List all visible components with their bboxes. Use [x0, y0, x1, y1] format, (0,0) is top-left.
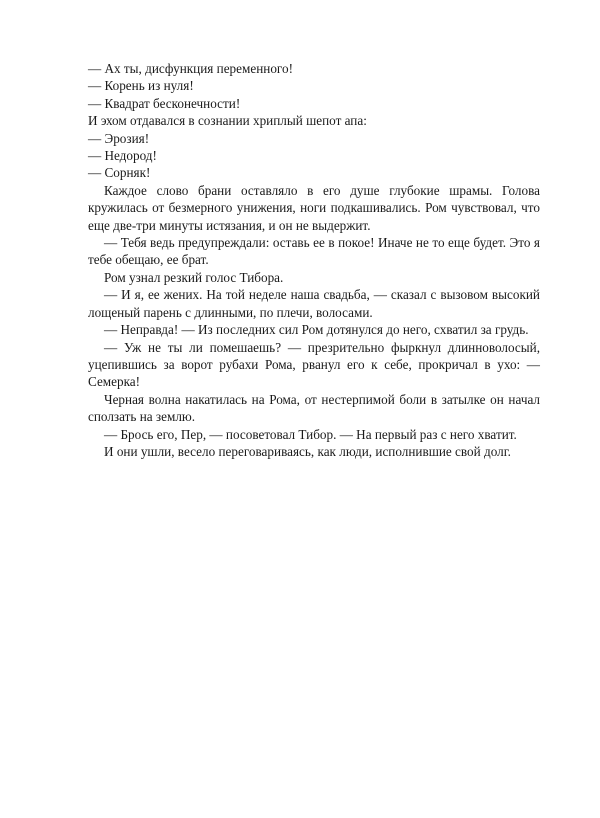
- text-line: — Ах ты, дисфункция переменного!: [88, 61, 293, 76]
- text-line: — Корень из нуля!: [88, 78, 194, 94]
- paragraph: — Неправда! — Из последних сил Ром дотянулся до него, схватил за грудь.: [104, 322, 529, 338]
- paragraph: Черная волна накатилась на Рома, от нестерпимой боли в затылке он начал сползать на землю.: [88, 391, 540, 425]
- text-line: И эхом отдавался в сознании хриплый шепот апа:: [88, 113, 367, 129]
- text-line: — Недород!: [88, 148, 157, 164]
- paragraph: И они ушли, весело переговариваясь, как люди, исполнившие свой долг.: [104, 443, 511, 459]
- paragraph: — Уж не ты ли помешаешь? — презрительно фыркнул длинноволосый, уцепившись за ворот рубахи Рома, рванул его к себе, прокричал в ухо: — Семерка!: [88, 339, 540, 390]
- paragraph: — И я, ее жених. На той неделе наша свадьба, — сказал с вызовом высокий лощеный парень с длинными, по плечи, волосами.: [88, 287, 540, 320]
- paragraph: — Тебя ведь предупреждали: оставь ее в покое! Иначе не то еще будет. Это я тебе обещаю, ее брат.: [88, 235, 540, 268]
- paragraph: — Брось его, Пер, — посоветовал Тибор. — На первый раз с него хватит.: [104, 426, 517, 442]
- text-line: — Квадрат бесконечности!: [88, 95, 241, 111]
- text-line: — Эрозия!: [88, 130, 150, 146]
- paragraph: Каждое слово брани оставляло в его душе глубокие шрамы. Голова кружилась от безмерного унижения, ноги подкашивались. Ром чувствовал, что еще две-три минуты истязания, и он не выдержит.: [88, 182, 540, 233]
- paragraph: Ром узнал резкий голос Тибора.: [104, 269, 284, 285]
- text-body: [88, 60, 540, 460]
- text-line: — Сорняк!: [88, 165, 151, 181]
